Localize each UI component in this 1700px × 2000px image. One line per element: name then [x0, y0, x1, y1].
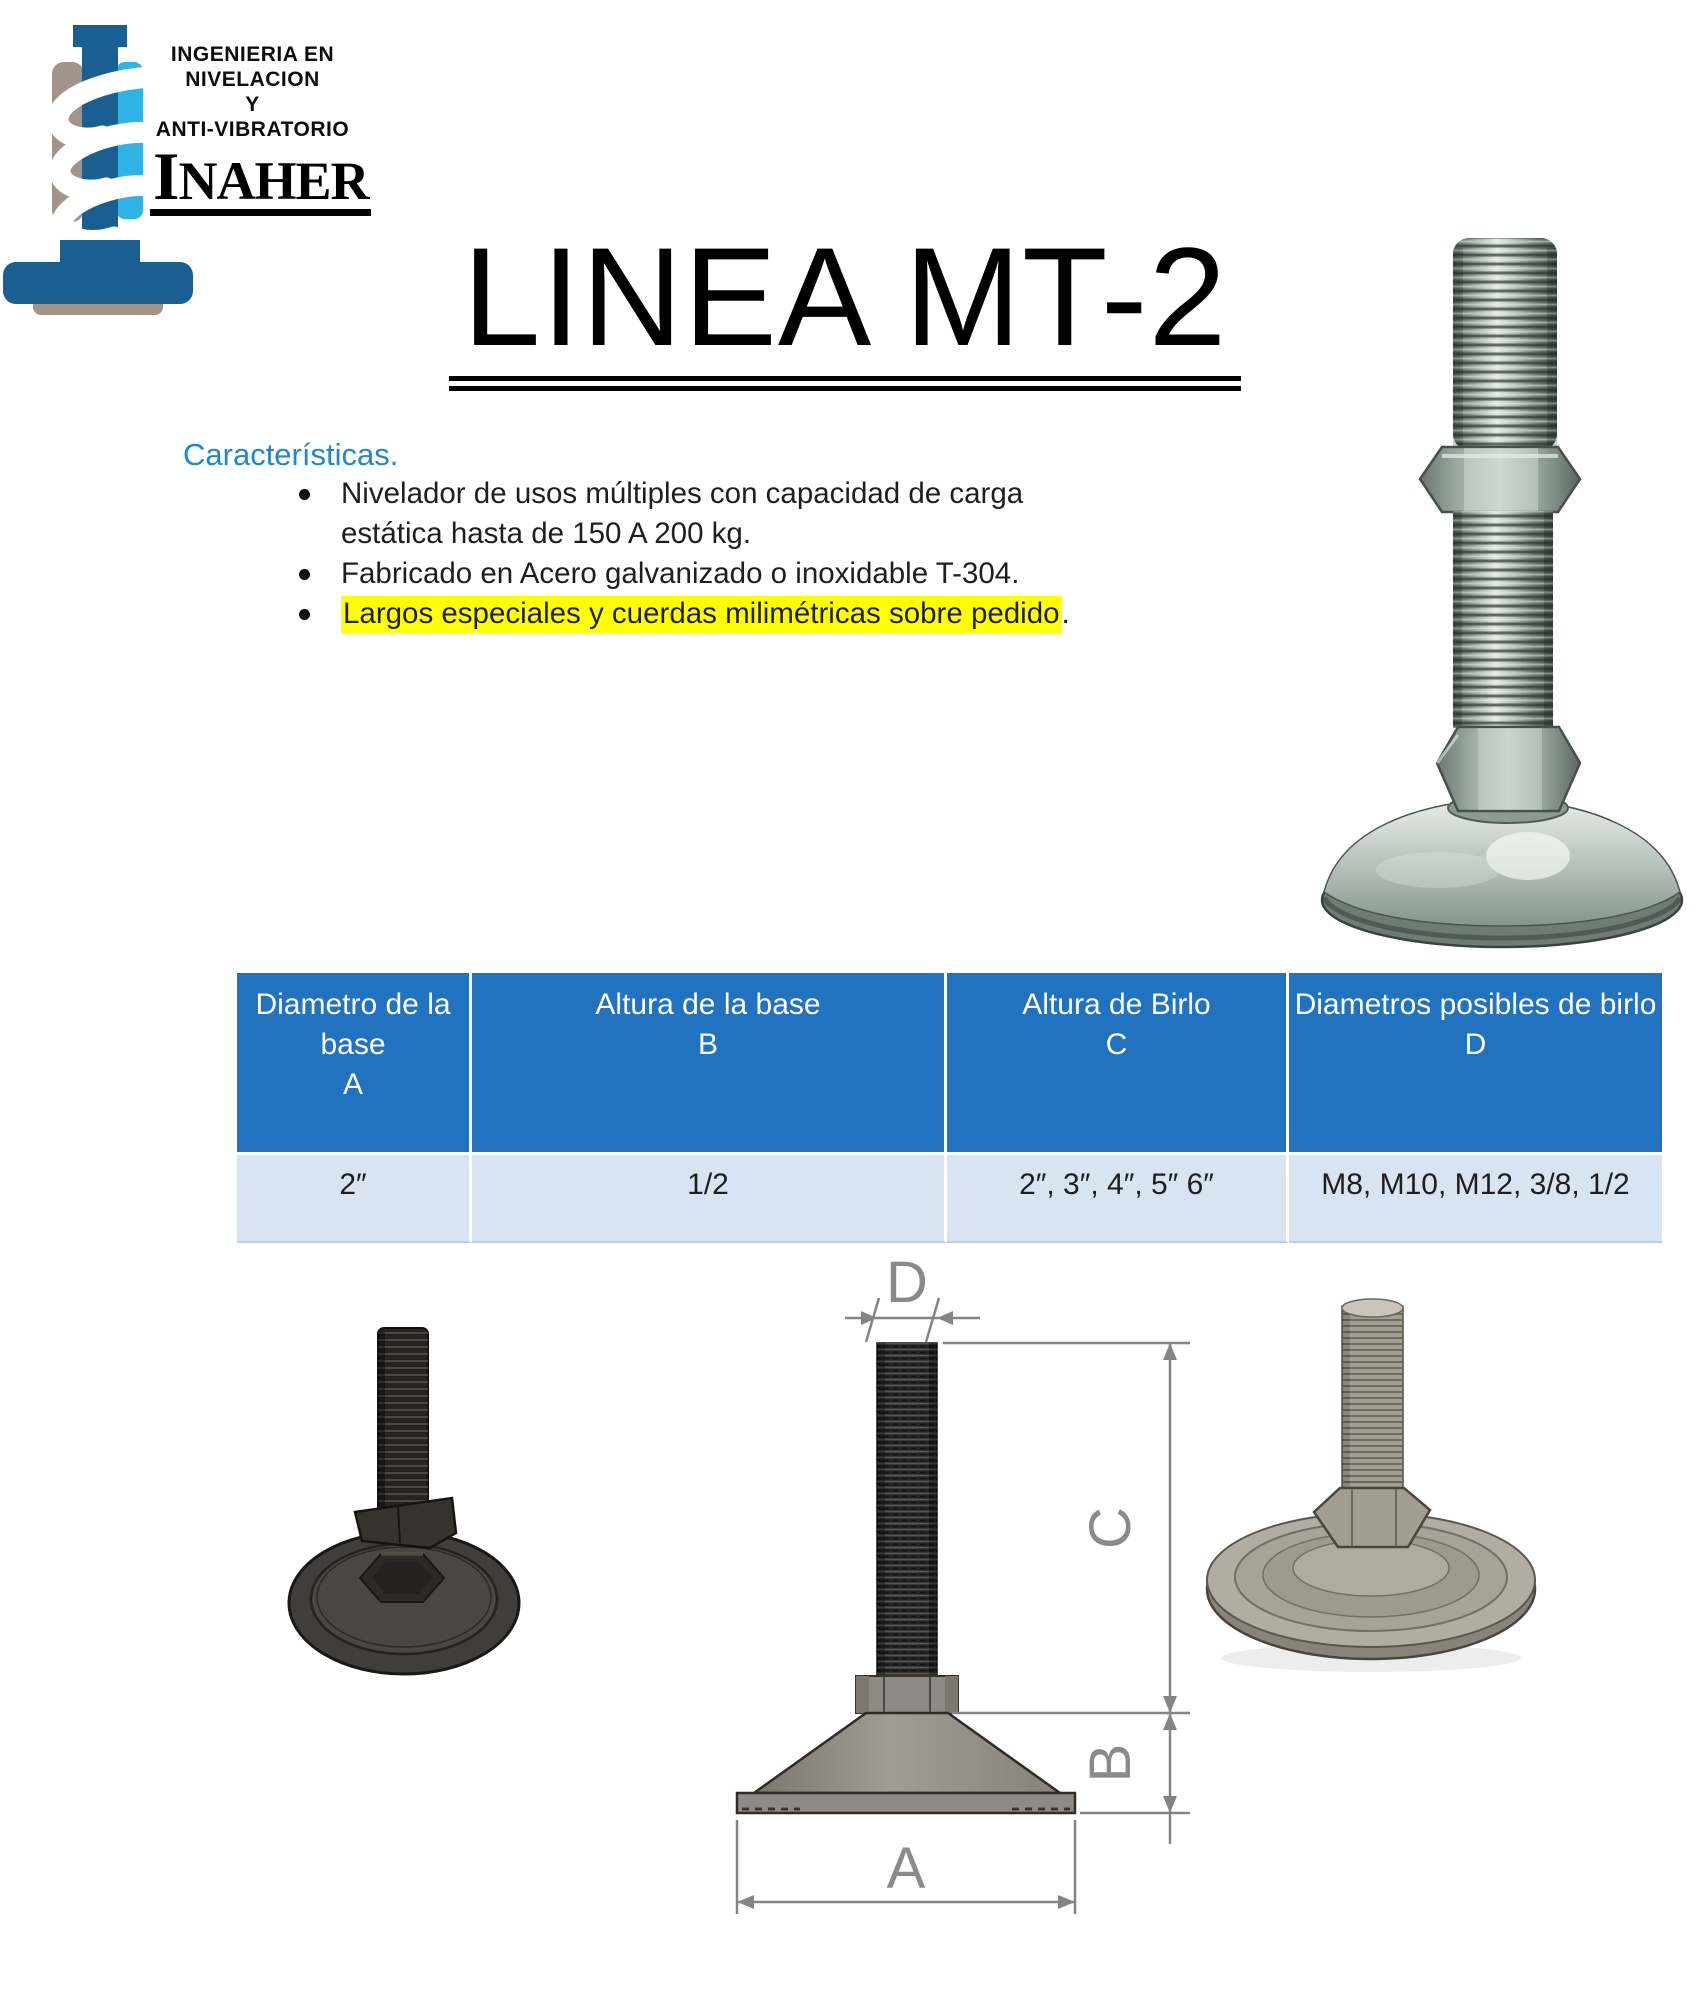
table-cell: 2″, 3″, 4″, 5″ 6″ [947, 1155, 1289, 1243]
product-photo [1266, 208, 1700, 956]
table-header-cell: Diametros posibles de birlo D [1289, 973, 1662, 1155]
dim-label-b: B [1078, 1743, 1143, 1783]
logo-line: INGENIERIA EN [170, 43, 335, 66]
dimension-drawing [737, 1250, 1190, 1914]
table-cell: M8, M10, M12, 3/8, 1/2 [1289, 1155, 1662, 1243]
features-list [297, 474, 1107, 634]
feature-item: Nivelador de usos múltiples con capacidad de carga estática hasta de 150 A 200 kg. [297, 474, 1107, 554]
dim-label-c: C [1078, 1507, 1143, 1549]
logo-text [150, 42, 369, 216]
spec-table [237, 973, 1662, 1243]
technical-figures [0, 1240, 1700, 2000]
table-header-cell: Altura de la base B [472, 973, 947, 1155]
dim-label-d: D [886, 1250, 928, 1315]
dim-label-a: A [886, 1836, 926, 1901]
table-cell: 2″ [237, 1155, 472, 1243]
logo-line: NIVELACION [185, 68, 320, 91]
table-cell: 1/2 [472, 1155, 947, 1243]
render-dark [289, 1328, 519, 1674]
render-light [1207, 1299, 1535, 1672]
features-heading: Características. [183, 437, 399, 472]
page-title: LINEA MT-2 [449, 224, 1242, 391]
logo-line: Y [245, 93, 260, 116]
brand-name: INAHER [150, 145, 371, 216]
table-header-cell: Diametro de la base A [237, 973, 472, 1155]
table-header-cell: Altura de Birlo C [947, 973, 1289, 1155]
feature-item: Fabricado en Acero galvanizado o inoxidable T-304. [297, 554, 1107, 594]
feature-item-highlighted: Largos especiales y cuerdas milimétricas sobre pedido. [297, 594, 1107, 634]
logo-line: ANTI-VIBRATORIO [155, 118, 350, 141]
